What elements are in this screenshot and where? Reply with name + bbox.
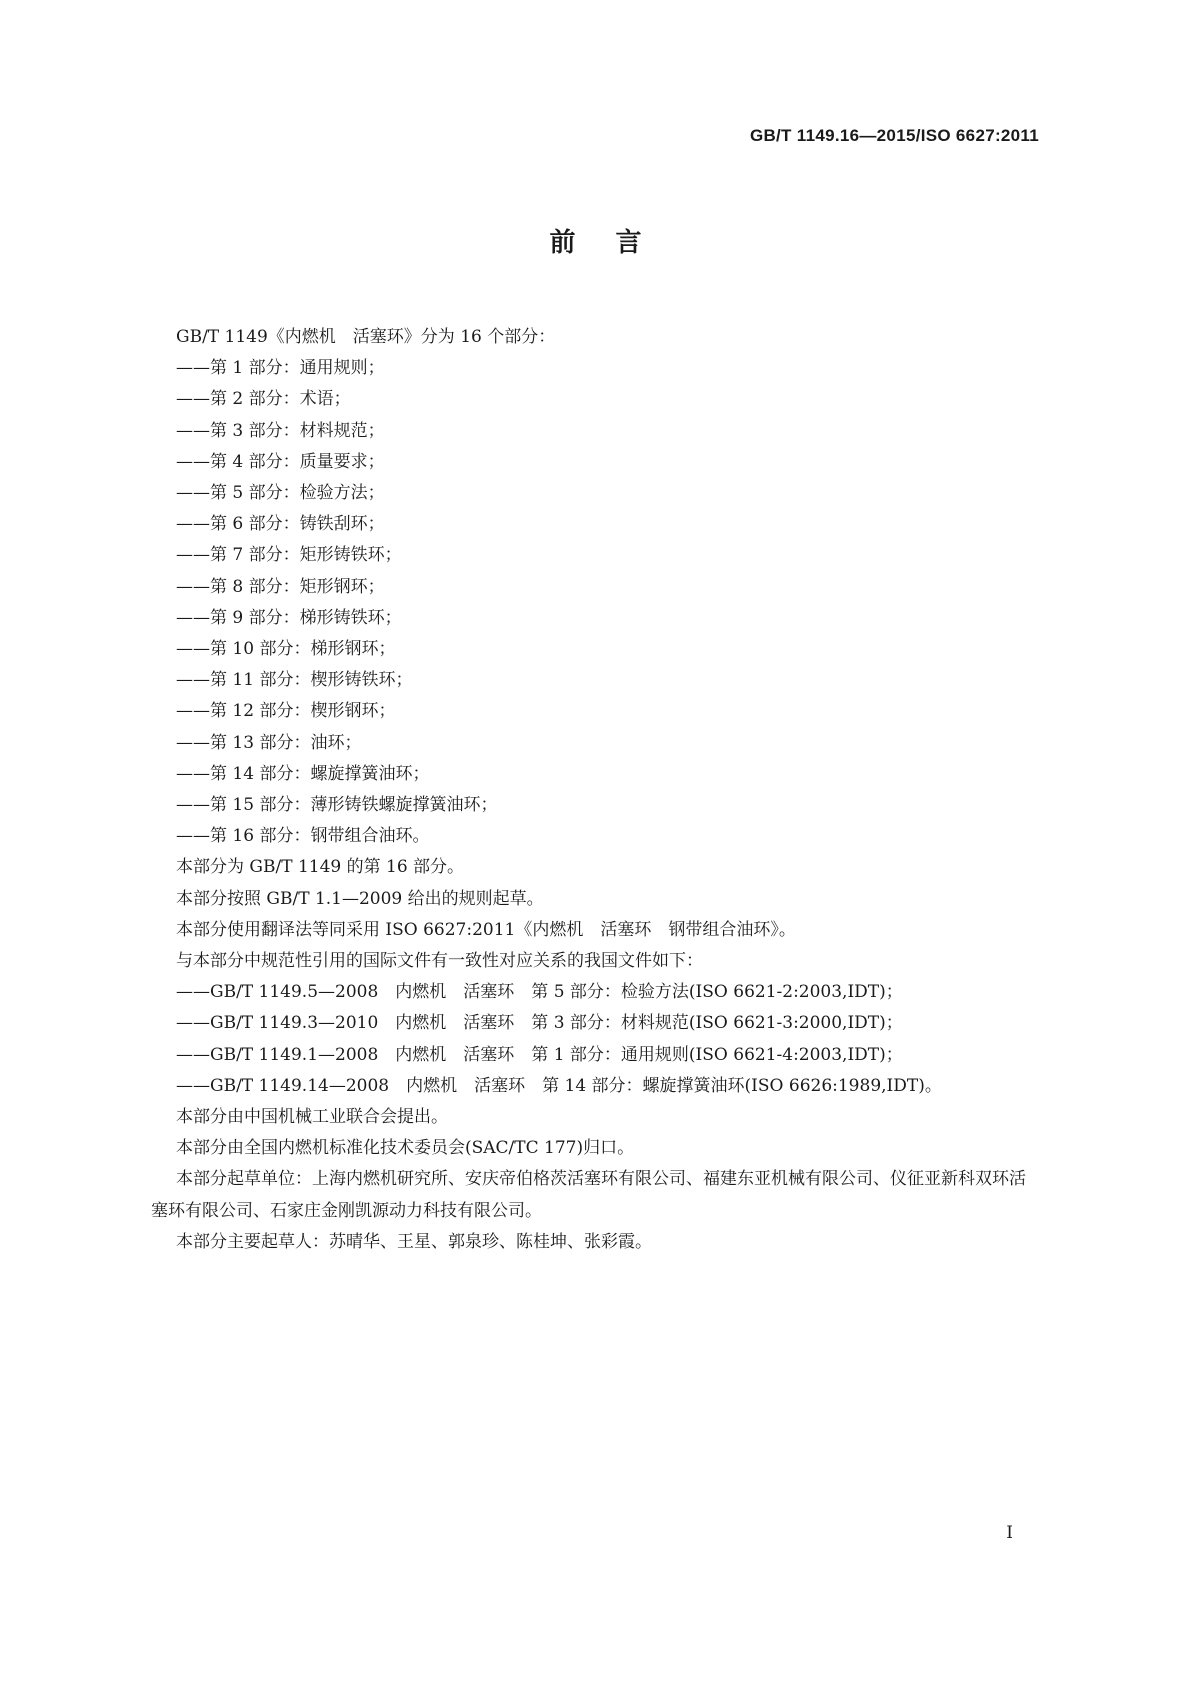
drafters-statement: 本部分主要起草人：苏晴华、王星、郭泉珍、陈桂坤、张彩霞。 <box>176 1231 652 1252</box>
proposed-by-statement: 本部分由中国机械工业联合会提出。 <box>176 1107 448 1128</box>
list-item: ——GB/T 1149.5—2008 内燃机 活塞环 第 5 部分：检验方法(ISO 6621-2:2003,IDT)； <box>176 982 903 1003</box>
drafting-rules-statement: 本部分按照 GB/T 1.1—2009 给出的规则起草。 <box>176 888 544 909</box>
list-item: ——第 10 部分：梯形钢环； <box>176 639 396 660</box>
list-item: ——第 5 部分：检验方法； <box>176 483 385 504</box>
list-item: ——第 16 部分：钢带组合油环。 <box>176 826 430 847</box>
list-item: ——第 7 部分：矩形铸铁环； <box>176 545 402 566</box>
list-item: ——第 6 部分：铸铁刮环； <box>176 514 385 535</box>
list-item: ——第 15 部分：薄形铸铁螺旋撑簧油环； <box>176 795 498 816</box>
list-item: ——GB/T 1149.1—2008 内燃机 活塞环 第 1 部分：通用规则(ISO 6621-4:2003,IDT)； <box>176 1044 903 1065</box>
correspondence-intro: 与本部分中规范性引用的国际文件有一致性对应关系的我国文件如下： <box>176 951 703 972</box>
list-item: ——第 12 部分：楔形钢环； <box>176 701 396 722</box>
list-item: ——第 14 部分：螺旋撑簧油环； <box>176 763 430 784</box>
list-item: ——第 1 部分：通用规则； <box>176 358 385 379</box>
adoption-statement: 本部分使用翻译法等同采用 ISO 6627:2011《内燃机 活塞环 钢带组合油环》。 <box>176 919 796 940</box>
list-item: ——GB/T 1149.3—2010 内燃机 活塞环 第 3 部分：材料规范(ISO 6621-3:2000,IDT)； <box>176 1013 903 1034</box>
list-item: ——GB/T 1149.14—2008 内燃机 活塞环 第 14 部分：螺旋撑簧油环(ISO 6626:1989,IDT)。 <box>176 1075 942 1096</box>
jurisdiction-statement: 本部分由全国内燃机标准化技术委员会(SAC/TC 177)归口。 <box>176 1138 635 1159</box>
correspondence-list <box>151 977 1039 1102</box>
list-item: ——第 11 部分：楔形铸铁环； <box>176 670 413 691</box>
intro-paragraph: GB/T 1149《内燃机 活塞环》分为 16 个部分： <box>176 327 556 347</box>
parts-list <box>151 353 1039 852</box>
list-item: ——第 3 部分：材料规范； <box>176 420 385 441</box>
foreword-body <box>151 322 1039 1258</box>
page-title: 前言 <box>549 228 682 258</box>
list-item: ——第 4 部分：质量要求； <box>176 451 385 472</box>
list-item: ——第 9 部分：梯形铸铁环； <box>176 607 402 628</box>
list-item: ——第 13 部分：油环； <box>176 732 362 753</box>
part-of-statement: 本部分为 GB/T 1149 的第 16 部分。 <box>176 857 465 878</box>
list-item: ——第 2 部分：术语； <box>176 389 351 410</box>
standard-number-header: GB/T 1149.16—2015/ISO 6627:2011 <box>749 126 1039 145</box>
list-item: ——第 8 部分：矩形钢环； <box>176 576 385 597</box>
drafting-units-statement: 本部分起草单位：上海内燃机研究所、安庆帝伯格茨活塞环有限公司、福建东亚机械有限公司、仪征亚新科双环活塞环有限公司、石家庄金刚凯源动力科技有限公司。 <box>151 1169 1026 1221</box>
page-number: I <box>1006 1523 1013 1543</box>
